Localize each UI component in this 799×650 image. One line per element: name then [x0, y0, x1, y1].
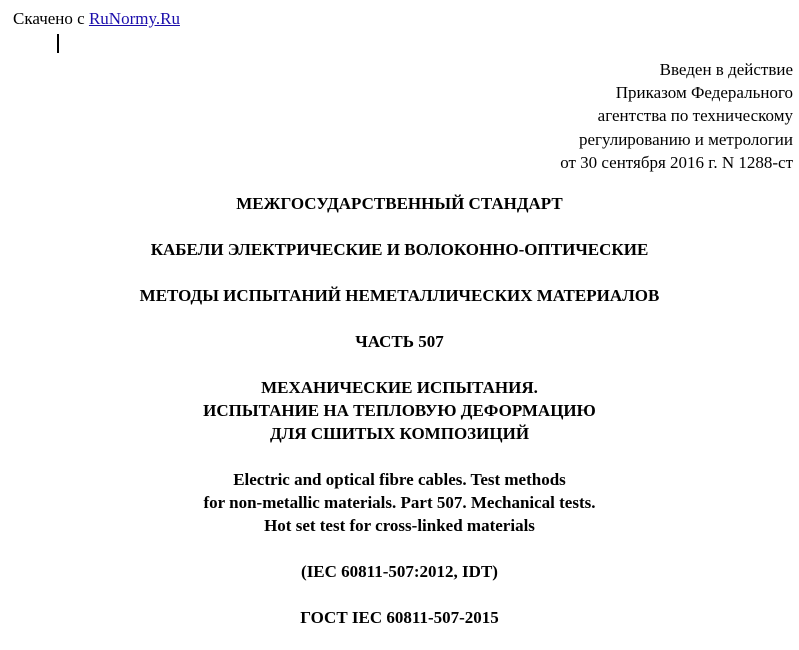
part-number: ЧАСТЬ 507	[355, 332, 444, 351]
text-cursor	[57, 34, 59, 53]
part-title-line: ДЛЯ СШИТЫХ КОМПОЗИЦИЙ	[269, 424, 530, 443]
enactment-line: от 30 сентября 2016 г. N 1288-ст	[560, 152, 793, 172]
english-title-line: Hot set test for cross-linked materials	[264, 516, 535, 535]
enactment-note	[560, 58, 793, 174]
english-title-line: for non-metallic materials. Part 507. Mechanical tests.	[203, 493, 596, 512]
part-title-line: ИСПЫТАНИЕ НА ТЕПЛОВУЮ ДЕФОРМАЦИЮ	[203, 401, 596, 420]
enactment-line: регулированию и метрологии	[578, 129, 793, 149]
standard-type-title: МЕЖГОСУДАРСТВЕННЫЙ СТАНДАРТ	[236, 194, 563, 213]
source-link[interactable]: RuNormy.Ru	[88, 9, 180, 28]
enactment-line: Введен в действие	[659, 60, 793, 79]
document-title: КАБЕЛИ ЭЛЕКТРИЧЕСКИЕ И ВОЛОКОННО-ОПТИЧЕСКИЕ	[150, 240, 649, 259]
document-subtitle: МЕТОДЫ ИСПЫТАНИЙ НЕМЕТАЛЛИЧЕСКИХ МАТЕРИАЛОВ	[139, 286, 660, 305]
part-title-line: МЕХАНИЧЕСКИЕ ИСПЫТАНИЯ.	[261, 378, 538, 397]
enactment-line: Приказом Федерального	[615, 83, 793, 103]
iec-reference: (IEC 60811-507:2012, IDT)	[301, 562, 498, 581]
part-title	[0, 376, 799, 445]
enactment-line: агентства по техническому	[597, 106, 793, 126]
standard-designation: ГОСТ IEC 60811-507-2015	[300, 608, 499, 627]
english-title-line: Electric and optical fibre cables. Test methods	[233, 470, 566, 489]
english-title	[0, 468, 799, 537]
source-line	[13, 9, 180, 29]
source-prefix: Скачено с	[13, 9, 89, 28]
